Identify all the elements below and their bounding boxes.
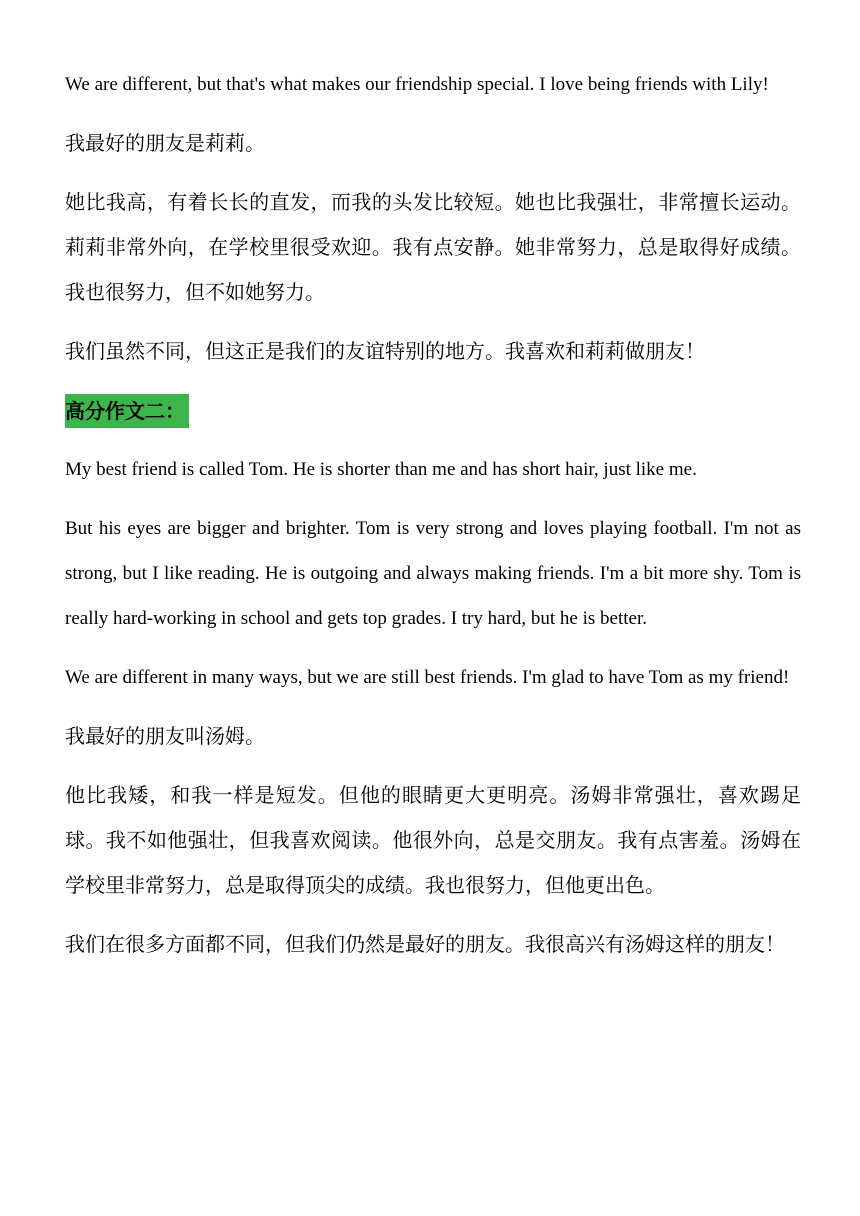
section-heading-wrap — [65, 388, 801, 433]
paragraph-chinese-lily-conclusion: 我们虽然不同，但这正是我们的友谊特别的地方。我喜欢和莉莉做朋友！ — [65, 339, 705, 363]
paragraph-chinese-lily-body: 她比我高，有着长长的直发，而我的头发比较短。她也比我强壮，非常擅长运动。莉莉非常外向，在学校里很受欢迎。我有点安静。她非常努力，总是取得好成绩。我也很努力，但不如她努力。 — [65, 190, 801, 304]
paragraph-chinese-tom-intro: 我最好的朋友叫汤姆。 — [65, 724, 265, 748]
paragraph-chinese-tom-body: 他比我矮，和我一样是短发。但他的眼睛更大更明亮。汤姆非常强壮，喜欢踢足球。我不如他强壮，但我喜欢阅读。他很外向，总是交朋友。我有点害羞。汤姆在学校里非常努力，总是取得顶尖的成绩。我也很努力，但他更出色。 — [65, 783, 801, 897]
section-heading: 高分作文二： — [65, 394, 189, 428]
paragraph-chinese-lily-intro: 我最好的朋友是莉莉。 — [65, 131, 265, 155]
paragraph-english-lily-conclusion: We are different, but that's what makes our friendship special. I love being friends with Lily! — [65, 74, 769, 95]
document-page — [65, 62, 801, 981]
paragraph-english-tom-body: But his eyes are bigger and brighter. Tom is very strong and loves playing football. I'm not as strong, but I like reading. He is outgoing and always making friends. I'm a bit more shy. Tom is really hard-working in school and gets top grades. I try hard, but he is better. — [65, 518, 801, 629]
paragraph-chinese-tom-conclusion: 我们在很多方面都不同，但我们仍然是最好的朋友。我很高兴有汤姆这样的朋友！ — [65, 932, 785, 956]
paragraph-english-tom-intro: My best friend is called Tom. He is shorter than me and has short hair, just like me. — [65, 459, 697, 480]
paragraph-english-tom-conclusion: We are different in many ways, but we are still best friends. I'm glad to have Tom as my friend! — [65, 667, 790, 688]
